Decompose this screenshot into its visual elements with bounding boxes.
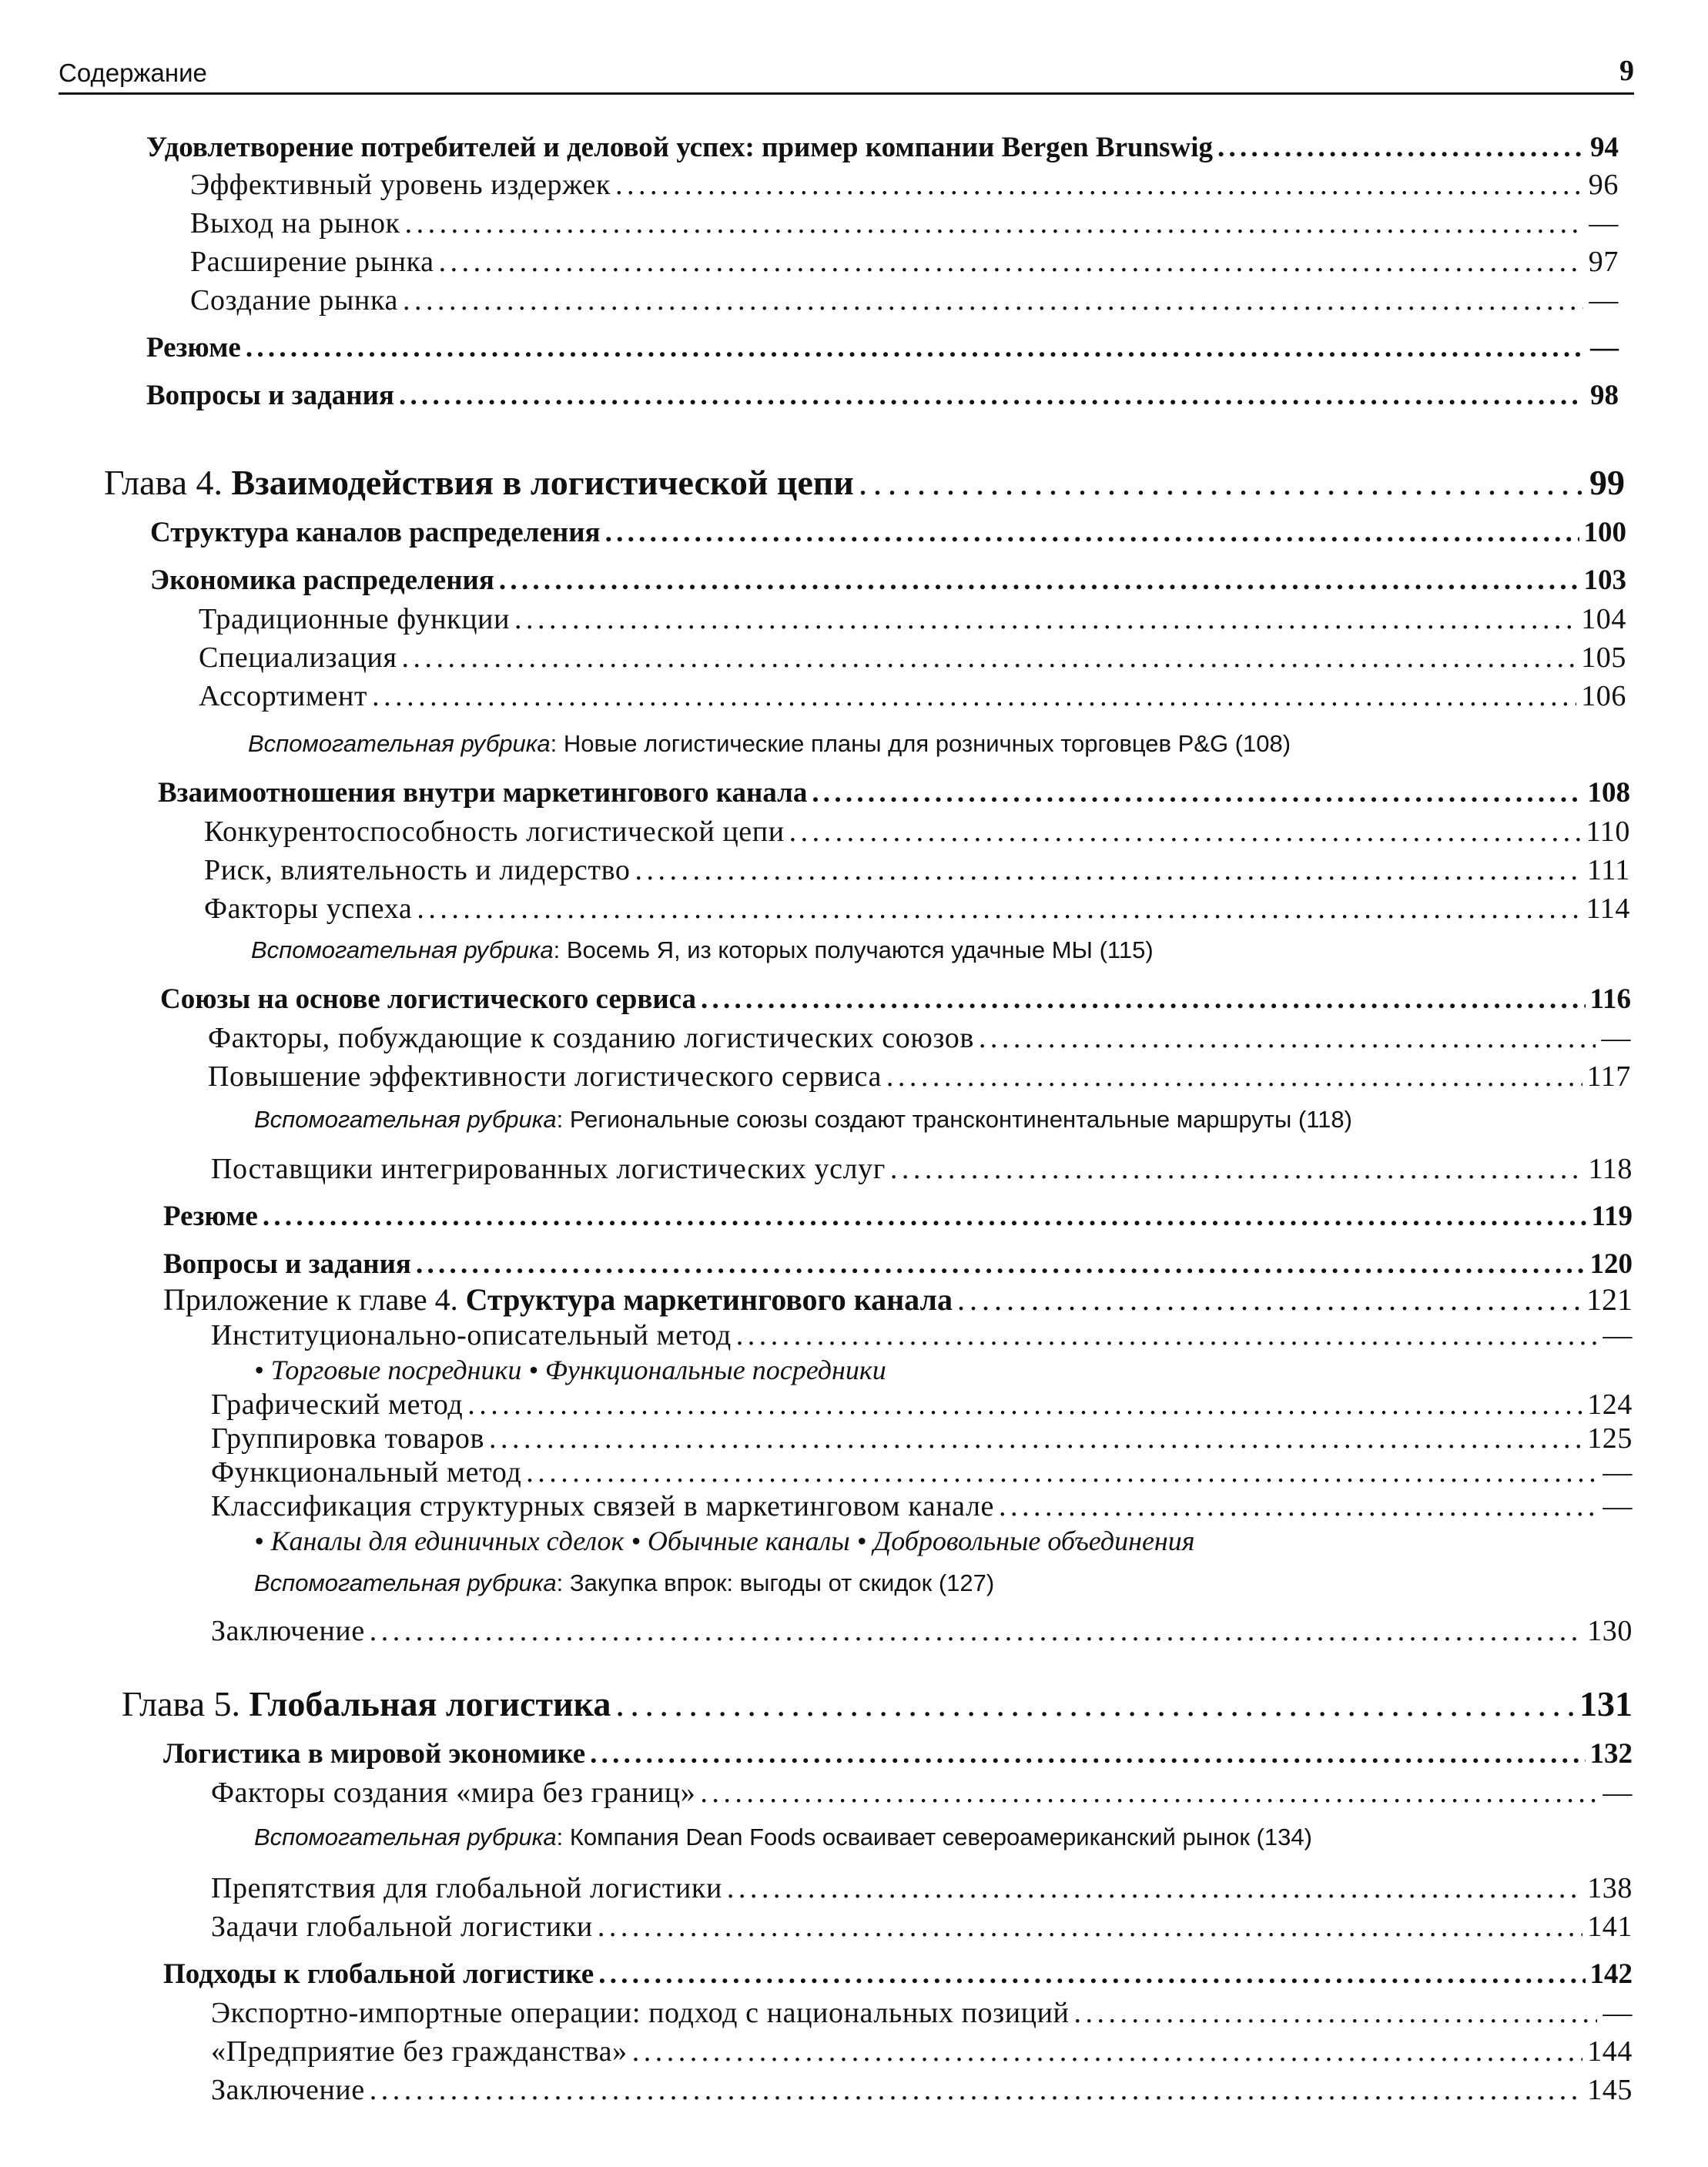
- toc-entry-label: Логистика в мировой экономике: [163, 1738, 586, 1770]
- toc-entry-page: 105: [1581, 641, 1626, 674]
- dot-leader: [812, 776, 1582, 809]
- toc-entry-page: 120: [1589, 1248, 1633, 1280]
- toc-section-entry[interactable]: [160, 983, 1631, 1016]
- toc-entry-label: Повышение эффективности логистического сервиса: [208, 1060, 882, 1093]
- toc-entry-label: Вопросы и задания: [163, 1248, 411, 1280]
- toc-entry-page: 144: [1587, 2035, 1633, 2068]
- toc-entry-page: 138: [1587, 1872, 1633, 1904]
- toc-entry-page: —: [1603, 1777, 1633, 1809]
- dot-leader: [632, 2035, 1582, 2068]
- dot-leader: [635, 853, 1582, 887]
- toc-subsection-entry[interactable]: [199, 641, 1626, 675]
- toc-entry-page: 97: [1588, 246, 1619, 278]
- sidebar-rubric: [254, 1106, 1352, 1134]
- toc-subsection-entry[interactable]: [211, 1388, 1633, 1422]
- toc-entry-page: 118: [1588, 1153, 1633, 1185]
- dot-leader: [957, 1281, 1582, 1318]
- toc-entry-label: Эффективный уровень издержек: [190, 169, 611, 201]
- sidebar-rubric-prefix: Вспомогательная рубрика: [254, 1106, 557, 1133]
- toc-section-entry[interactable]: [158, 776, 1630, 809]
- toc-entry-label: Группировка товаров: [211, 1422, 485, 1455]
- dot-leader: [727, 1871, 1582, 1905]
- chapter-prefix: Глава 4.: [104, 463, 232, 502]
- toc-section-entry[interactable]: [146, 131, 1619, 164]
- dot-leader: [890, 1152, 1584, 1186]
- toc-subsection-entry[interactable]: [204, 815, 1630, 849]
- toc-entry-page: 96: [1588, 169, 1619, 201]
- toc-subsection-entry[interactable]: [199, 602, 1626, 636]
- dot-leader: [789, 815, 1582, 849]
- toc-section-entry[interactable]: [146, 379, 1619, 412]
- toc-entry-page: 130: [1587, 1615, 1633, 1647]
- toc-entry-page: 103: [1583, 564, 1626, 596]
- dot-leader: [417, 892, 1581, 926]
- toc-entry-page: 111: [1587, 854, 1630, 886]
- dot-leader: [402, 641, 1577, 675]
- toc-entry-page: 106: [1581, 680, 1626, 712]
- toc-entry-label: «Предприятие без гражданства»: [211, 2035, 628, 2068]
- sidebar-rubric-text: : Региональные союзы создают трансконтинентальные маршруты (118): [556, 1106, 1352, 1133]
- toc-subsection-entry[interactable]: [204, 892, 1630, 926]
- toc-subsection-entry[interactable]: [211, 1152, 1633, 1186]
- dot-leader: [405, 206, 1583, 240]
- toc-subsection-entry[interactable]: [211, 1489, 1633, 1523]
- dot-leader: [598, 1958, 1585, 1991]
- toc-section-entry[interactable]: [163, 1737, 1633, 1770]
- toc-entry-page: 100: [1583, 517, 1626, 548]
- dot-leader: [590, 1737, 1585, 1770]
- sidebar-rubric-prefix: Вспомогательная рубрика: [251, 936, 554, 963]
- dot-leader: [605, 516, 1579, 549]
- sidebar-rubric-text: : Восемь Я, из которых получаются удачные МЫ (115): [553, 936, 1154, 963]
- toc-entry-label: Институционально-описательный метод: [211, 1319, 732, 1351]
- dot-leader: [859, 462, 1585, 503]
- toc-entry-label: Резюме: [146, 332, 241, 363]
- toc-entry-label: Риск, влиятельность и лидерство: [204, 854, 631, 886]
- toc-entry-label: Классификация структурных связей в маркетинговом канале: [211, 1490, 994, 1522]
- toc-appendix-label: [163, 1281, 953, 1318]
- sidebar-rubric-text: : Закупка впрок: выгоды от скидок (127): [556, 1569, 995, 1596]
- toc-entry-label: Подходы к глобальной логистике: [163, 1958, 594, 1990]
- sidebar-rubric-prefix: Вспомогательная рубрика: [248, 730, 551, 757]
- dot-leader: [399, 379, 1583, 412]
- toc-entry-label: Факторы, побуждающие к созданию логистических союзов: [208, 1022, 974, 1054]
- toc-entry-page: 119: [1591, 1201, 1633, 1232]
- toc-subsection-entry[interactable]: [211, 1318, 1633, 1352]
- toc-section-entry[interactable]: [150, 516, 1626, 549]
- toc-entry-label: Факторы успеха: [204, 893, 413, 925]
- toc-entry-label: Конкурентоспособность логистической цепи: [204, 816, 785, 848]
- dot-leader: [403, 283, 1583, 317]
- toc-entry-label: Заключение: [211, 2074, 365, 2106]
- dot-leader: [489, 1422, 1582, 1455]
- toc-chapter-entry[interactable]: [122, 1683, 1633, 1724]
- running-head: [59, 55, 1634, 95]
- bullet-list-line: • Каналы для единичных сделок • Обычные каналы • Добровольные объединения: [254, 1526, 1195, 1556]
- toc-subsection-entry[interactable]: [199, 679, 1626, 713]
- toc-entry-label: Вопросы и задания: [146, 380, 394, 411]
- toc-entry-page: 132: [1589, 1738, 1633, 1770]
- dot-leader: [416, 1248, 1586, 1281]
- dot-leader: [439, 245, 1583, 279]
- toc-entry-page: 116: [1589, 983, 1631, 1015]
- toc-entry-label: Экономика распределения: [150, 564, 494, 596]
- chapter-title: Взаимодействия в логистической цепи: [231, 463, 854, 502]
- sidebar-rubric: [251, 936, 1154, 964]
- toc-entry-label: Ассортимент: [199, 680, 368, 712]
- toc-entry-label: Традиционные функции: [199, 603, 511, 635]
- toc-entry-page: 104: [1581, 603, 1626, 635]
- dot-leader: [615, 1683, 1575, 1724]
- toc-entry-label: Союзы на основе логистического сервиса: [160, 983, 697, 1015]
- toc-entry-page: 145: [1587, 2074, 1633, 2106]
- toc-entry-label: Функциональный метод: [211, 1456, 522, 1489]
- toc-entry-page: —: [1590, 332, 1619, 363]
- dot-leader: [700, 1776, 1597, 1810]
- toc-entry-page: 141: [1587, 1911, 1633, 1943]
- toc-entry-label: Удовлетворение потребителей и деловой успех: пример компании Bergen Brunswig: [146, 132, 1214, 163]
- running-head-title: Содержание: [59, 59, 207, 87]
- toc-entry-label: Поставщики интегрированных логистических услуг: [211, 1153, 886, 1185]
- dot-leader: [1217, 131, 1583, 164]
- toc-chapter-entry[interactable]: [104, 462, 1625, 503]
- toc-entry-page: 121: [1586, 1282, 1633, 1317]
- toc-subsection-entry[interactable]: [211, 2035, 1633, 2068]
- toc-chapter-label: [104, 462, 854, 503]
- toc-entry-label: Экспортно-импортные операции: подход с национальных позиций: [211, 1997, 1070, 2029]
- dot-leader: [886, 1060, 1582, 1094]
- appendix-title: Структура маркетингового канала: [465, 1282, 953, 1317]
- chapter-prefix: Глава 5.: [122, 1684, 250, 1723]
- toc-entry-page: 125: [1587, 1422, 1633, 1455]
- toc-entry-page: —: [1603, 1456, 1633, 1489]
- dot-leader: [467, 1388, 1582, 1422]
- toc-subsection-entry[interactable]: [211, 1614, 1633, 1648]
- toc-entry-page: 117: [1586, 1060, 1631, 1093]
- toc-subsection-entry[interactable]: [211, 1455, 1633, 1489]
- toc-entry-page: 108: [1587, 777, 1630, 809]
- dot-leader: [246, 331, 1583, 364]
- sidebar-rubric: [248, 730, 1291, 758]
- toc-subsection-entry[interactable]: [190, 283, 1619, 317]
- dot-leader: [514, 602, 1576, 636]
- toc-entry-page: —: [1603, 1997, 1633, 2029]
- toc-entry-label: Факторы создания «мира без границ»: [211, 1777, 696, 1809]
- toc-entry-page: 94: [1590, 132, 1619, 163]
- dot-leader: [526, 1455, 1597, 1489]
- toc-entry-page: 131: [1579, 1684, 1633, 1723]
- toc-entry-page: 110: [1586, 816, 1630, 848]
- toc-entry-page: 142: [1589, 1958, 1633, 1990]
- toc-entry-label: Резюме: [163, 1201, 258, 1232]
- toc-subsection-entry[interactable]: [211, 1910, 1633, 1944]
- dot-leader: [979, 1021, 1596, 1055]
- toc-entry-page: —: [1601, 1022, 1631, 1054]
- toc-section-entry[interactable]: [150, 564, 1626, 597]
- dot-leader: [999, 1489, 1597, 1523]
- sidebar-rubric-prefix: Вспомогательная рубрика: [254, 1824, 557, 1850]
- dot-leader: [736, 1318, 1597, 1352]
- dot-leader: [263, 1200, 1587, 1233]
- toc-subsection-entry[interactable]: [190, 206, 1619, 240]
- toc-entry-page: 99: [1589, 463, 1625, 502]
- toc-entry-label: Взаимоотношения внутри маркетингового канала: [158, 777, 808, 809]
- toc-subsection-entry[interactable]: [208, 1021, 1631, 1055]
- toc-entry-label: Создание рынка: [190, 284, 398, 317]
- sidebar-rubric-text: : Компания Dean Foods осваивает североамериканский рынок (134): [556, 1824, 1312, 1850]
- sidebar-rubric-text: : Новые логистические планы для розничных торговцев P&G (108): [550, 730, 1291, 757]
- toc-entry-page: —: [1603, 1319, 1633, 1351]
- toc-subsection-entry[interactable]: [190, 245, 1619, 279]
- toc-chapter-label: [122, 1683, 611, 1724]
- toc-entry-label: Выход на рынок: [190, 207, 400, 239]
- toc-entry-page: 114: [1586, 893, 1630, 925]
- dot-leader: [372, 679, 1576, 713]
- chapter-title: Глобальная логистика: [249, 1684, 611, 1723]
- toc-subsection-entry[interactable]: [211, 2073, 1633, 2107]
- dot-leader: [370, 2073, 1582, 2107]
- bullet-list-line: • Торговые посредники • Функциональные посредники: [254, 1355, 886, 1385]
- toc-entry-label: Задачи глобальной логистики: [211, 1911, 593, 1943]
- toc-subsection-entry[interactable]: [211, 1871, 1633, 1905]
- toc-subsection-entry[interactable]: [211, 1996, 1633, 2030]
- toc-entry-label: Расширение рынка: [190, 246, 434, 278]
- toc-entry-label: Графический метод: [211, 1388, 464, 1421]
- dot-leader: [1073, 1996, 1597, 2030]
- toc-entry-page: —: [1603, 1490, 1633, 1522]
- toc-entry-page: 124: [1587, 1388, 1633, 1421]
- toc-entry-label: Заключение: [211, 1615, 365, 1647]
- toc-section-entry[interactable]: [163, 1958, 1633, 1991]
- toc-entry-label: Препятствия для глобальной логистики: [211, 1872, 722, 1904]
- dot-leader: [598, 1910, 1582, 1944]
- toc-subsection-entry[interactable]: [190, 168, 1619, 202]
- toc-section-entry[interactable]: [163, 1248, 1633, 1281]
- dot-leader: [499, 564, 1579, 597]
- toc-entry-label: Специализация: [199, 641, 397, 674]
- dot-leader: [370, 1614, 1582, 1648]
- toc-entry-page: 98: [1590, 380, 1619, 411]
- sidebar-rubric: [254, 1824, 1312, 1851]
- toc-subsection-entry[interactable]: [204, 853, 1630, 887]
- toc-entry-page: —: [1589, 207, 1619, 239]
- appendix-prefix: Приложение к главе 4.: [163, 1282, 466, 1317]
- toc-entry-page: —: [1589, 284, 1619, 317]
- running-head-page-number: 9: [1619, 55, 1634, 87]
- toc-subsection-entry[interactable]: [211, 1776, 1633, 1810]
- toc-subsection-entry[interactable]: [208, 1060, 1631, 1094]
- toc-appendix-entry[interactable]: [163, 1281, 1633, 1318]
- dot-leader: [615, 168, 1583, 202]
- sidebar-rubric-prefix: Вспомогательная рубрика: [254, 1569, 557, 1596]
- dot-leader: [701, 983, 1586, 1016]
- toc-section-entry[interactable]: [163, 1200, 1633, 1233]
- sidebar-rubric: [254, 1569, 994, 1597]
- toc-subsection-entry[interactable]: [211, 1422, 1633, 1455]
- toc-entry-label: Структура каналов распределения: [150, 517, 601, 548]
- toc-section-entry[interactable]: [146, 331, 1619, 364]
